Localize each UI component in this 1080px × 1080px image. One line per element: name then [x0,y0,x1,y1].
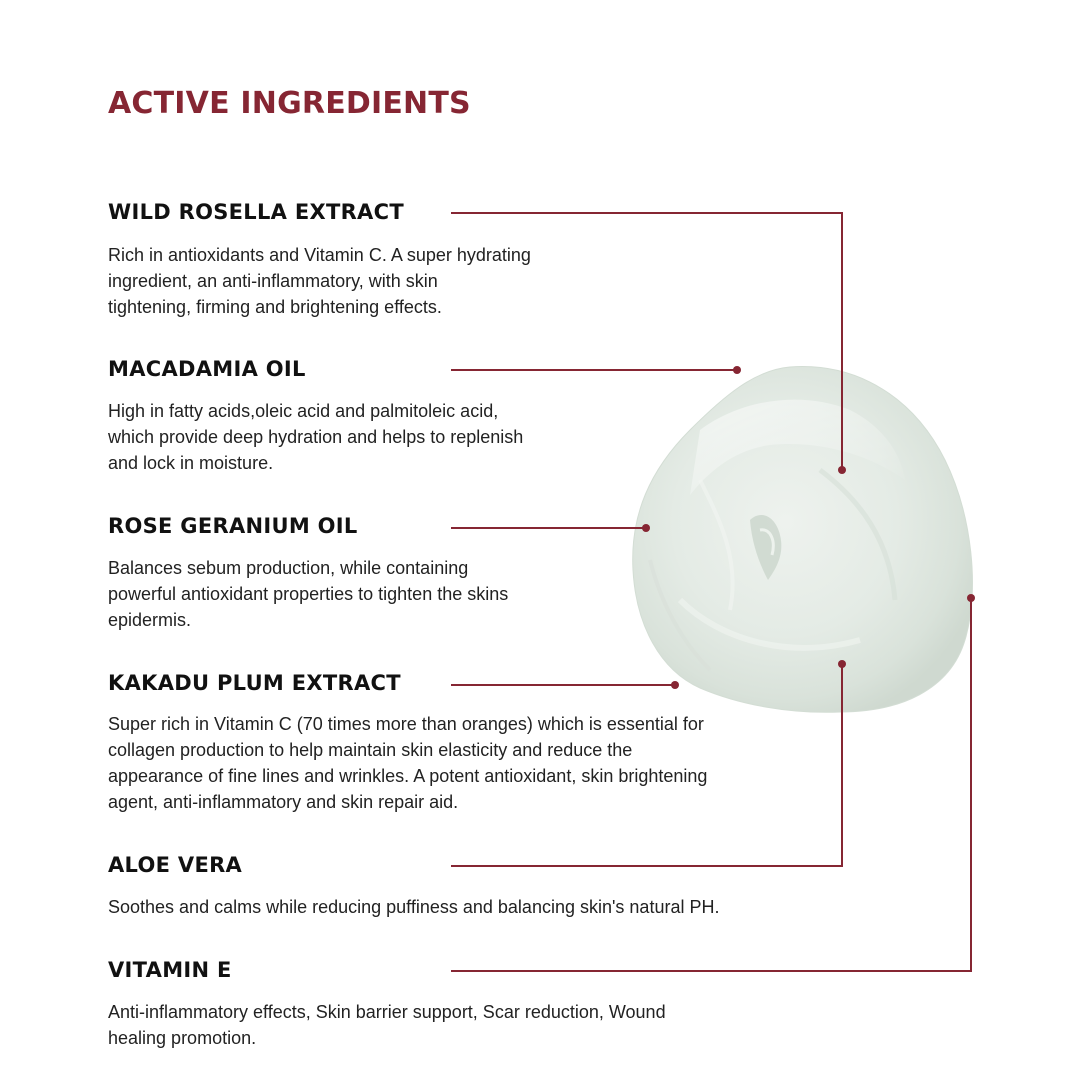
ingredient-description-vitamin-e [108,999,666,1051]
marker-dot-rose-geranium [642,524,650,532]
cream-swatch-image [633,367,973,713]
description-line: and lock in moisture. [108,453,274,473]
description-line: ingredient, an anti-inflammatory, with skin [108,271,438,291]
description-line: tightening, firming and brightening effects. [108,297,442,317]
ingredient-description-aloe-vera [108,894,719,920]
ingredient-heading-wild-rosella: WILD ROSELLA EXTRACT [108,200,404,224]
ingredient-heading-rose-geranium: ROSE GERANIUM OIL [108,514,358,538]
marker-dot-kakadu [671,681,679,689]
ingredient-heading-macadamia: MACADAMIA OIL [108,357,306,381]
ingredient-description-kakadu-plum [108,711,707,815]
description-line: Balances sebum production, while containing [108,558,469,578]
ingredient-description-macadamia [108,398,523,476]
description-line: High in fatty acids,oleic acid and palmitoleic acid, [108,401,499,421]
marker-dot-macadamia [733,366,741,374]
description-line: Rich in antioxidants and Vitamin C. A super hydrating [108,245,531,265]
ingredient-description-rose-geranium [108,555,508,633]
description-line: healing promotion. [108,1028,257,1048]
page-title: ACTIVE INGREDIENTS [108,86,471,121]
ingredient-heading-kakadu-plum: KAKADU PLUM EXTRACT [108,671,401,695]
description-line: epidermis. [108,610,192,630]
ingredient-description-wild-rosella [108,242,531,320]
ingredient-heading-aloe-vera: ALOE VERA [108,853,243,877]
marker-dot-vitamin-e [967,594,975,602]
description-line: Soothes and calms while reducing puffiness and balancing skin's natural PH. [108,897,720,917]
description-line: collagen production to help maintain skin elasticity and reduce the [108,740,633,760]
description-line: Anti-inflammatory effects, Skin barrier support, Scar reduction, Wound [108,1002,666,1022]
description-line: appearance of fine lines and wrinkles. A potent antioxidant, skin brightening [108,766,708,786]
description-line: which provide deep hydration and helps to replenish [108,427,524,447]
description-line: agent, anti-inflammatory and skin repair aid. [108,792,459,812]
marker-dot-wild-rosella [838,466,846,474]
marker-dot-aloe-vera [838,660,846,668]
ingredient-heading-vitamin-e: VITAMIN E [108,958,232,982]
description-line: Super rich in Vitamin C (70 times more than oranges) which is essential for [108,714,704,734]
description-line: powerful antioxidant properties to tighten the skins [108,584,509,604]
